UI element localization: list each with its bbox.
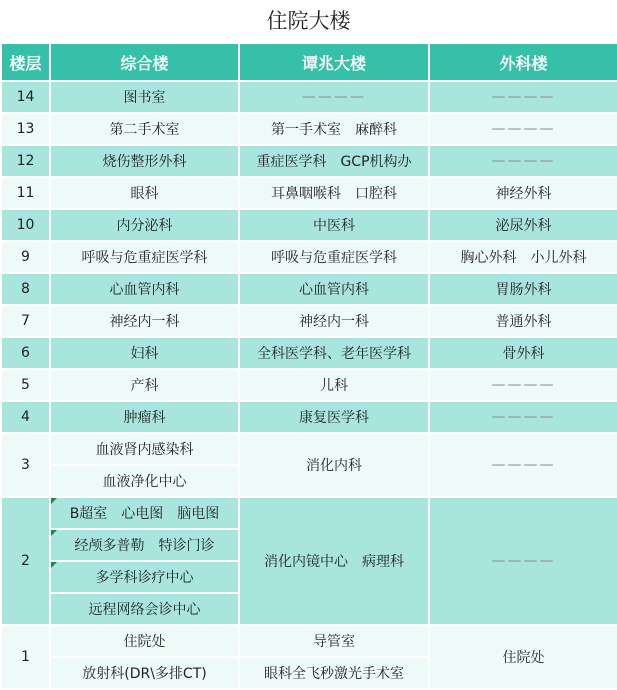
waike-cell-empty: ———— (429, 433, 617, 497)
zonghe-cell: 呼吸与危重症医学科 (50, 241, 239, 273)
header-zonghe-building: 综合楼 (50, 43, 239, 81)
zonghe-cell: 妇科 (50, 337, 239, 369)
tanzhao-cell: 眼科全飞秒激光手术室 (239, 657, 429, 689)
floor-row-9 (1, 241, 617, 273)
floor-row-7 (1, 305, 617, 337)
tanzhao-cell: 心血管内科 (239, 273, 429, 305)
tanzhao-cell (239, 113, 429, 145)
waike-cell: 神经外科 (429, 177, 617, 209)
zonghe-cell: 肿瘤科 (50, 401, 239, 433)
dept-name: 经颅多普勒 (74, 538, 145, 554)
dept-name: 心电图 (121, 506, 164, 522)
floor-row-2 (1, 497, 617, 529)
zonghe-cell (50, 497, 239, 529)
tanzhao-cell: 中医科 (239, 209, 429, 241)
dept-name: GCP机构办 (340, 154, 412, 170)
floor-number: 8 (1, 273, 50, 305)
dept-name: 消化内镜中心 (264, 554, 348, 570)
floor-number: 11 (1, 177, 50, 209)
dept-name: 耳鼻咽喉科 (271, 186, 341, 202)
tanzhao-cell (239, 497, 429, 625)
zonghe-cell: 第二手术室 (50, 113, 239, 145)
tanzhao-cell: 儿科 (239, 369, 429, 401)
tanzhao-cell: 导管室 (239, 625, 429, 657)
floor-number: 9 (1, 241, 50, 273)
floor-row-3 (1, 433, 617, 465)
floor-row-8 (1, 273, 617, 305)
floor-directory-table (0, 42, 617, 690)
dept-name: 重症医学科 (256, 154, 327, 170)
floor-row-1 (1, 625, 617, 657)
zonghe-cell: 多学科诊疗中心 (50, 561, 239, 593)
dept-name: 病理科 (362, 554, 404, 570)
waike-cell-empty: ———— (429, 497, 617, 625)
floor-number: 12 (1, 145, 50, 177)
floor-number: 13 (1, 113, 50, 145)
waike-cell: 胃肠外科 (429, 273, 617, 305)
waike-cell-empty: ———— (429, 81, 617, 113)
floor-row-14 (1, 81, 617, 113)
dept-name: 口腔科 (355, 186, 397, 202)
floor-number: 14 (1, 81, 50, 113)
floor-number: 2 (1, 497, 50, 625)
floor-number: 7 (1, 305, 50, 337)
tanzhao-cell: 神经内一科 (239, 305, 429, 337)
floor-number: 10 (1, 209, 50, 241)
tanzhao-cell: 呼吸与危重症医学科 (239, 241, 429, 273)
waike-cell-empty: ———— (429, 369, 617, 401)
header-waike-building: 外科楼 (429, 43, 617, 81)
zonghe-cell: 图书室 (50, 81, 239, 113)
dept-name: 麻醉科 (355, 122, 397, 138)
header-floor: 楼层 (1, 43, 50, 81)
floor-row-4 (1, 401, 617, 433)
floor-number: 1 (1, 625, 50, 689)
dept-name: 胸心外科 (460, 250, 517, 266)
zonghe-cell: 产科 (50, 369, 239, 401)
floor-row-13 (1, 113, 617, 145)
zonghe-cell: 住院处 (50, 625, 239, 657)
dept-name: 特诊门诊 (158, 538, 215, 554)
tanzhao-cell: 康复医学科 (239, 401, 429, 433)
tanzhao-cell: 消化内科 (239, 433, 429, 497)
dept-name: 小儿外科 (530, 250, 587, 266)
waike-cell: 住院处 (429, 625, 617, 689)
zonghe-cell: 血液肾内感染科 (50, 433, 239, 465)
waike-cell-empty: ———— (429, 113, 617, 145)
floor-number: 4 (1, 401, 50, 433)
waike-cell: 普通外科 (429, 305, 617, 337)
zonghe-cell: 血液净化中心 (50, 465, 239, 497)
zonghe-cell: 烧伤整形外科 (50, 145, 239, 177)
zonghe-cell: 远程网络会诊中心 (50, 593, 239, 625)
floor-number: 3 (1, 433, 50, 497)
tanzhao-cell: 全科医学科、老年医学科 (239, 337, 429, 369)
floor-number: 5 (1, 369, 50, 401)
zonghe-cell: 放射科(DR\多排CT) (50, 657, 239, 689)
zonghe-cell: 神经内一科 (50, 305, 239, 337)
zonghe-cell: 心血管内科 (50, 273, 239, 305)
tanzhao-cell-empty: ———— (239, 81, 429, 113)
floor-row-11 (1, 177, 617, 209)
dept-name: B超室 (69, 506, 108, 522)
tanzhao-cell (239, 145, 429, 177)
floor-row-6 (1, 337, 617, 369)
tanzhao-cell (239, 177, 429, 209)
floor-row-10 (1, 209, 617, 241)
zonghe-cell: 眼科 (50, 177, 239, 209)
floor-number: 6 (1, 337, 50, 369)
zonghe-cell: 内分泌科 (50, 209, 239, 241)
waike-cell (429, 241, 617, 273)
waike-cell-empty: ———— (429, 145, 617, 177)
header-tanzhao-building: 谭兆大楼 (239, 43, 429, 81)
header-row (1, 43, 617, 81)
page-title: 住院大楼 (266, 9, 351, 33)
waike-cell-empty: ———— (429, 401, 617, 433)
zonghe-cell (50, 529, 239, 561)
floor-row-5 (1, 369, 617, 401)
waike-cell: 泌尿外科 (429, 209, 617, 241)
dept-name: 脑电图 (177, 506, 220, 522)
floor-row-12 (1, 145, 617, 177)
waike-cell: 骨外科 (429, 337, 617, 369)
dept-name: 第一手术室 (271, 122, 341, 138)
